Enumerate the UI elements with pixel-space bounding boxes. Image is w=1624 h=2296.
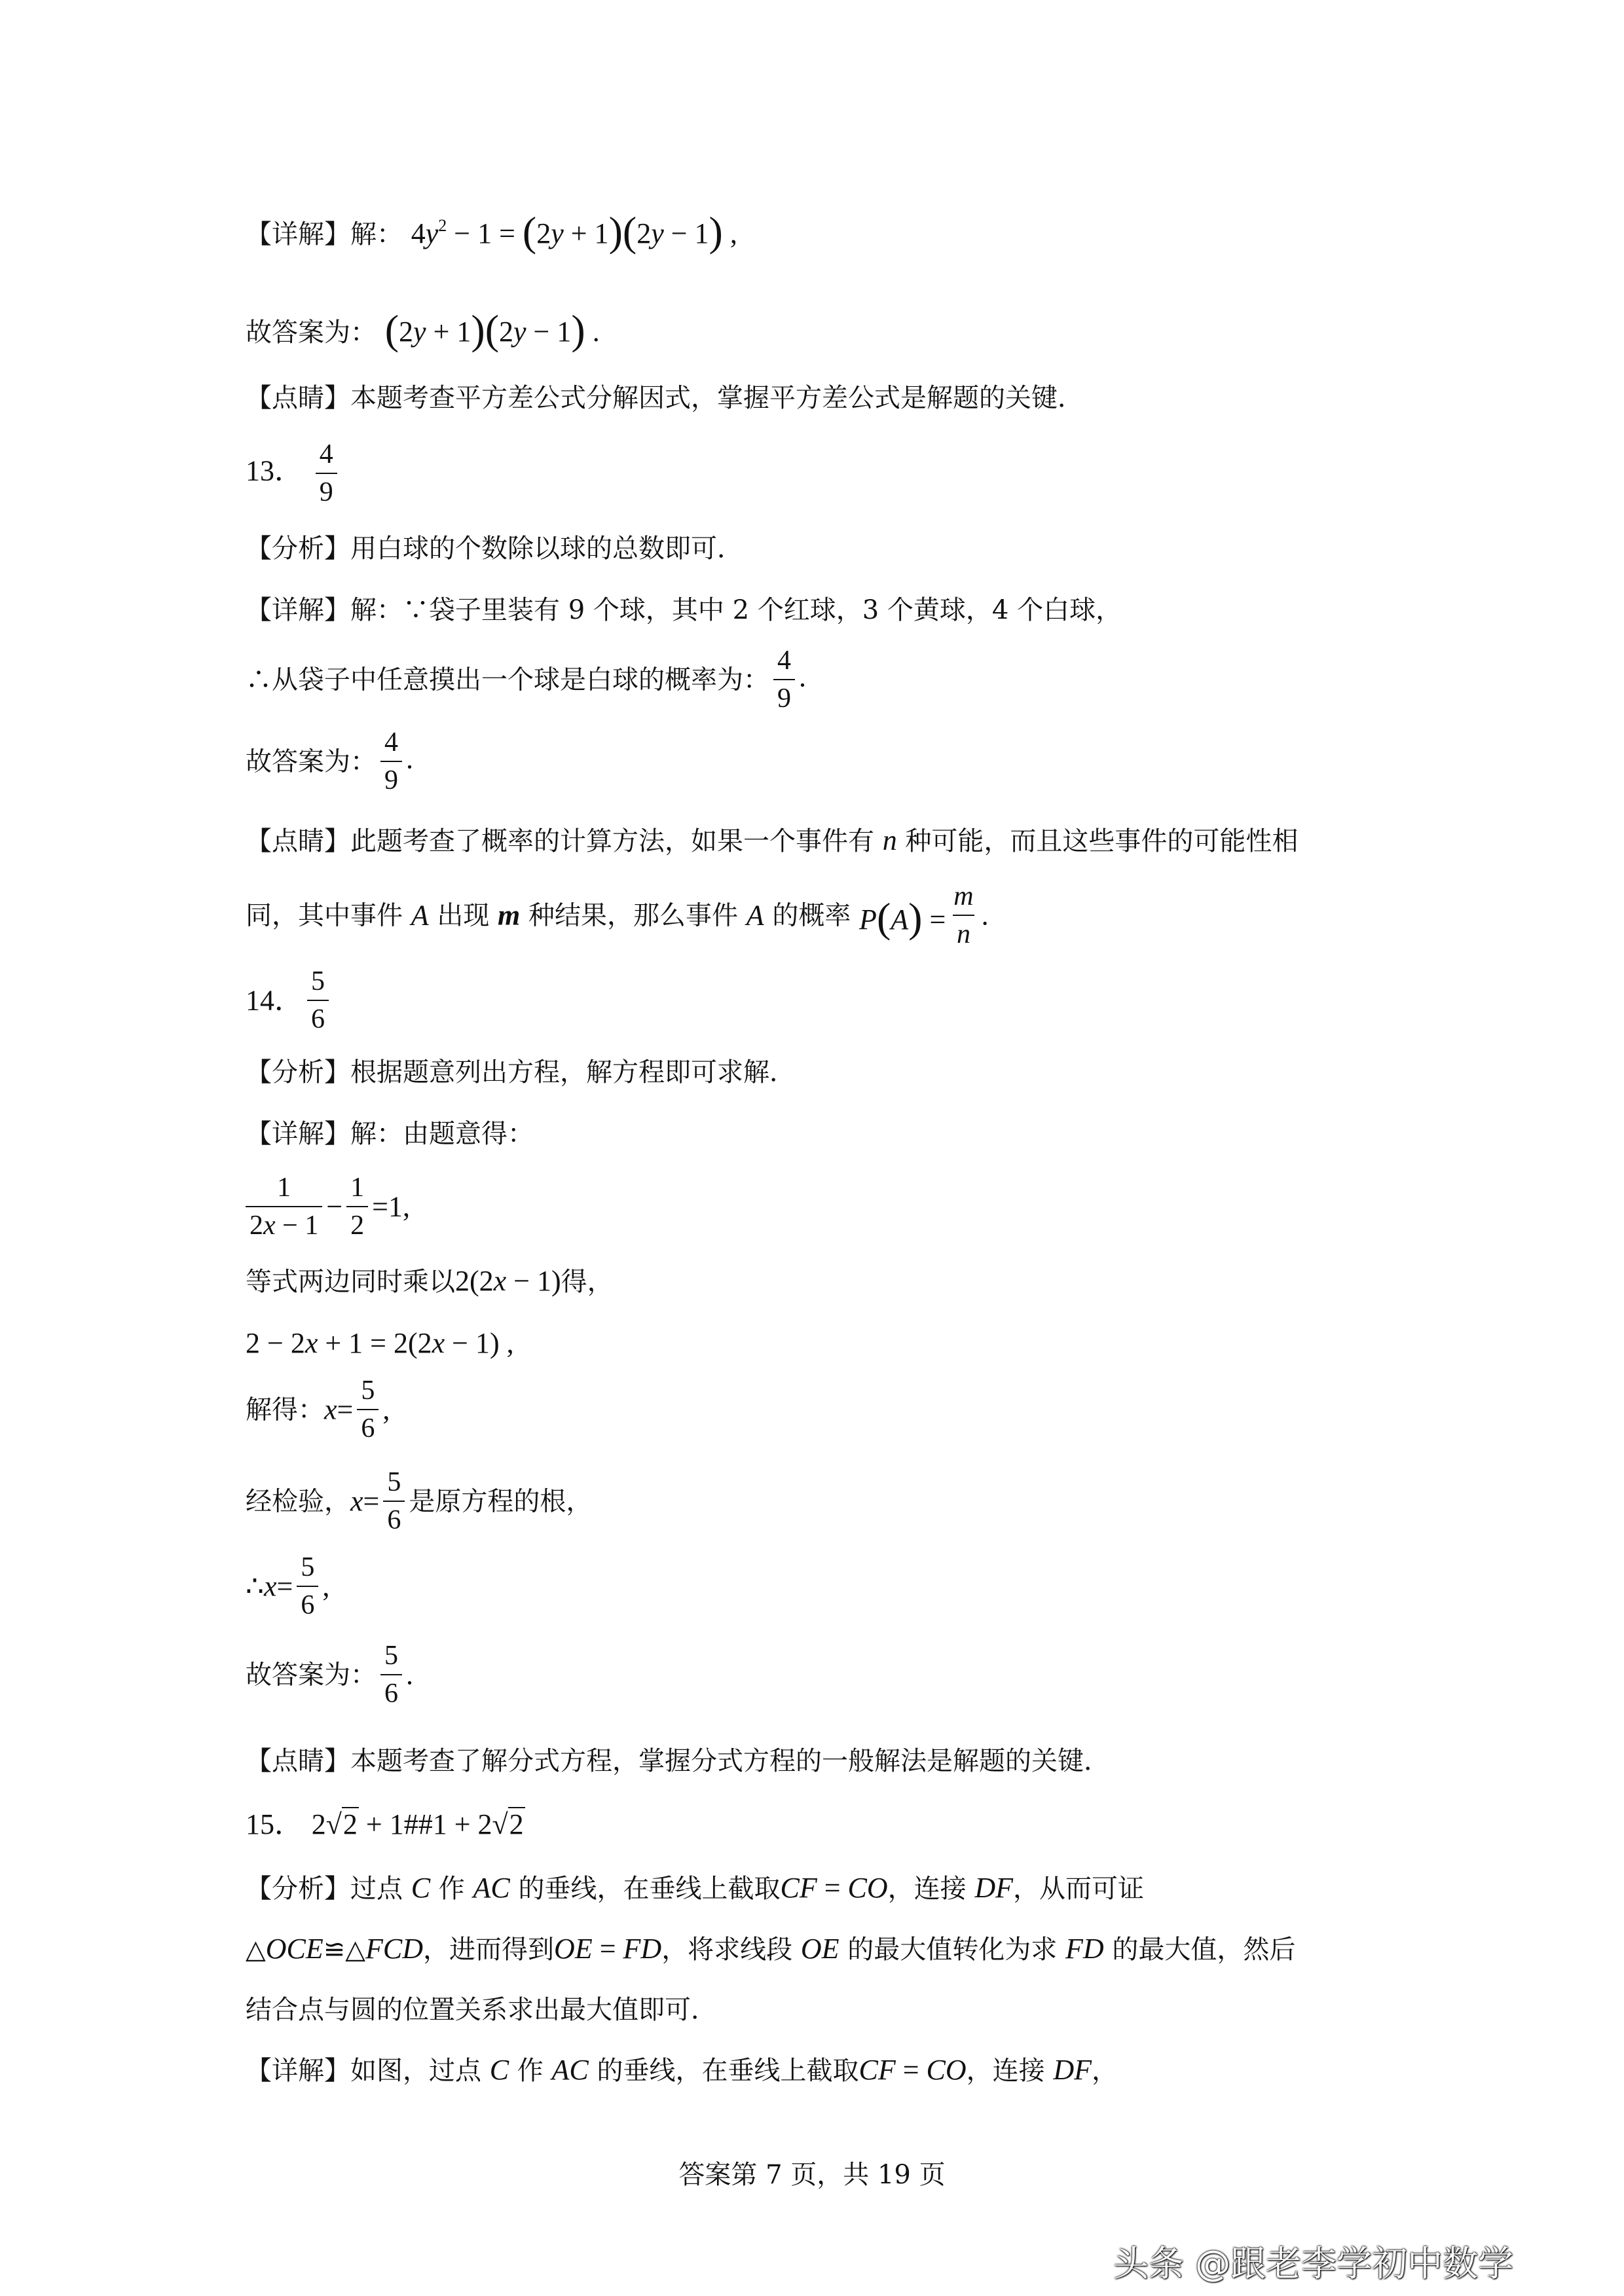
expanded-line-q14: 2 − 2x + 1 = 2(2x − 1) , <box>246 1327 514 1359</box>
formula-factorization: $4y^2 - 1 = (2y + 1)(2y - 1)$ , <box>411 208 737 255</box>
detail-line-q13: 【详解】解：∵袋子里装有 9 个球，其中 2 个红球，3 个黄球，4 个白球， <box>246 595 1122 625</box>
answer-line-q13: 故答案为： $\frac{4}{9}$ . <box>246 727 413 796</box>
question-13-header <box>246 439 341 509</box>
label-answer: 故答案为： <box>246 318 377 348</box>
answer-line-q12 <box>246 306 600 353</box>
detail-line-q15: 【详解】如图，过点 C 作 AC 的垂线，在垂线上截取CF = CO，连接 DF， <box>246 2054 1118 2086</box>
watermark: 头条 @跟老李学初中数学 <box>1113 2243 1514 2284</box>
question-number: 13． <box>246 454 303 487</box>
detail-line-q12 <box>246 208 737 255</box>
analysis-line-q15-a: 【分析】过点 C 作 AC 的垂线，在垂线上截取CF = CO，连接 DF，从而可证 <box>246 1872 1145 1904</box>
remark-line-q14: 【点睛】本题考查了解分式方程，掌握分式方程的一般解法是解题的关键． <box>246 1746 1110 1776</box>
remark-line-q13-a: 【点睛】此题考查了概率的计算方法，如果一个事件有 n 种可能，而且这些事件的可能性相 <box>246 824 1299 856</box>
question-15-header: 15． 2√2 + 1##1 + 2√2 <box>246 1808 524 1840</box>
question-14-header: 14． $\frac{5}{6}$ <box>246 966 333 1036</box>
analysis-line-q15-c: 结合点与圆的位置关系求出最大值即可． <box>246 1995 717 2025</box>
solve-line-q14: 解得：x= $\frac{5}{6}$ , <box>246 1376 390 1444</box>
check-line-q14: 经检验，x= $\frac{5}{6}$ 是原方程的根， <box>246 1467 593 1536</box>
analysis-line-q13: 【分析】用白球的个数除以球的总数即可． <box>246 534 743 564</box>
formula-answer: (2y + 1)(2y − 1) . <box>384 306 600 353</box>
analysis-line-q15-b: △OCE≌△FCD，进而得到OE = FD，将求线段 OE 的最大值转化为求 FD 的最大值，然后 <box>246 1933 1296 1965</box>
equation-q14: $\frac{1}{2x - 1}$ − $\frac{1}{2}$ =1, <box>246 1172 410 1242</box>
therefore-line-q14: ∴x= $\frac{5}{6}$ , <box>246 1552 330 1621</box>
conclusion-line-q13: ∴从袋子中任意摸出一个球是白球的概率为： $\frac{4}{9}$ . <box>246 646 806 714</box>
page-footer: 答案第 7 页，共 19 页 <box>678 2160 946 2190</box>
detail-line-q14: 【详解】解：由题意得： <box>246 1119 534 1149</box>
remark-line-q13-b: 同，其中事件 A 出现 m 种结果，那么事件 A 的概率 P(A) = $\frac{m}{n}$ . <box>246 881 989 950</box>
analysis-line-q14: 【分析】根据题意列出方程，解方程即可求解． <box>246 1057 796 1087</box>
remark-line-q12: 【点睛】本题考查平方差公式分解因式，掌握平方差公式是解题的关键． <box>246 383 1084 413</box>
multiply-line-q14: 等式两边同时乘以2(2x − 1)得， <box>246 1265 614 1297</box>
label-detail: 【详解】解： <box>246 219 403 249</box>
answer-line-q14: 故答案为： $\frac{5}{6}$ . <box>246 1641 413 1709</box>
fraction-answer: $\frac{4}{9}$ <box>316 439 337 509</box>
